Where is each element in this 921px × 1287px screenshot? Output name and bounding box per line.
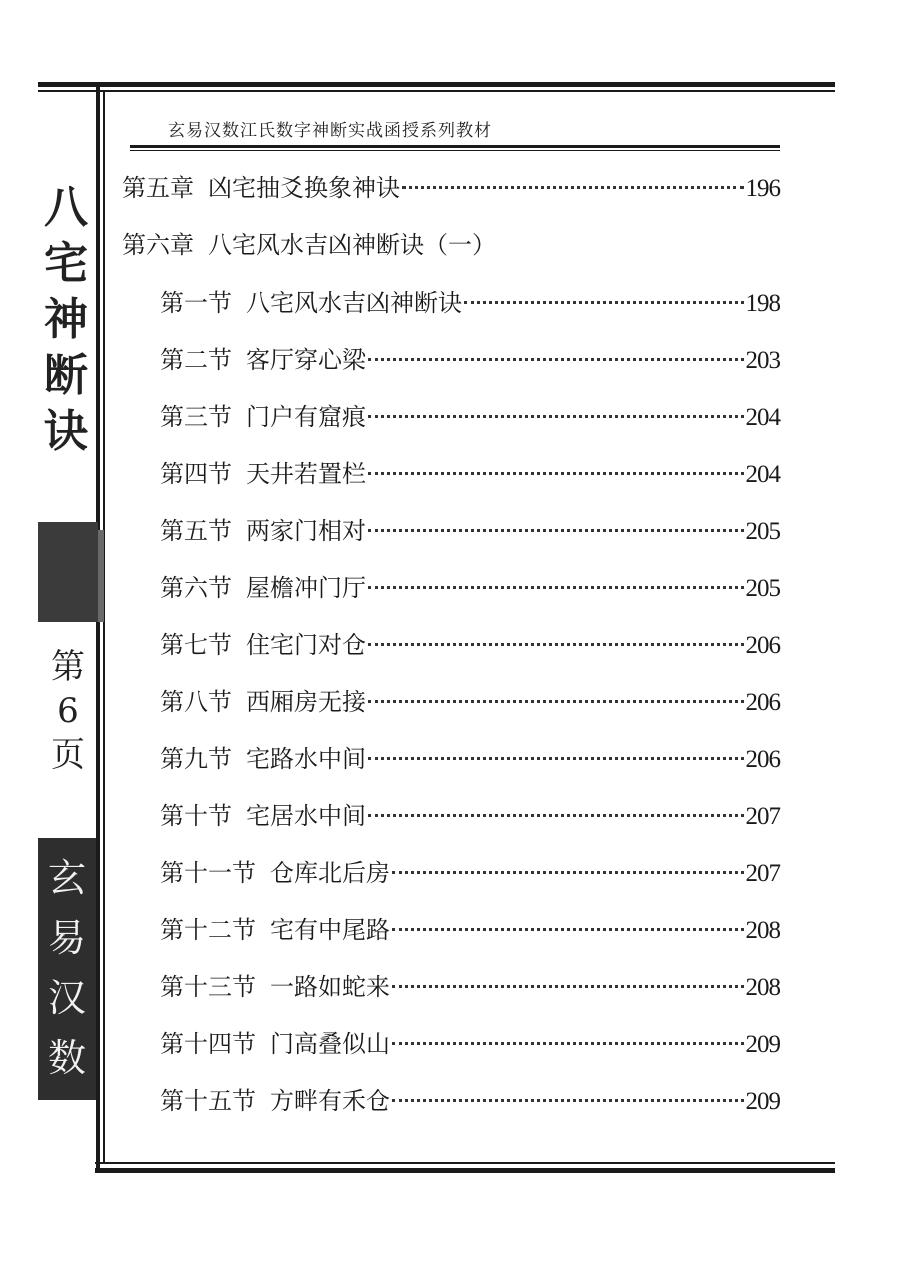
book-title-char: 诀 bbox=[44, 406, 88, 457]
dot-leader bbox=[368, 814, 744, 817]
section-number: 第五节 bbox=[160, 517, 232, 545]
section-page: 206 bbox=[745, 689, 780, 716]
dot-leader bbox=[464, 301, 744, 304]
toc-section-row[interactable] bbox=[160, 1024, 780, 1064]
section-page: 203 bbox=[745, 347, 780, 374]
section-number: 第七节 bbox=[160, 631, 232, 659]
section-number: 第十三节 bbox=[160, 973, 256, 1001]
dot-leader bbox=[368, 529, 744, 532]
brand-char: 数 bbox=[47, 1036, 86, 1080]
chapter-page: 196 bbox=[745, 175, 780, 202]
section-title: 门高叠似山 bbox=[270, 1030, 390, 1058]
book-title-char: 断 bbox=[44, 350, 88, 401]
toc-section-row[interactable] bbox=[160, 853, 780, 893]
toc-section-row[interactable] bbox=[160, 1081, 780, 1121]
section-page: 206 bbox=[745, 746, 780, 773]
section-title: 天井若置栏 bbox=[246, 460, 366, 488]
section-number: 第十五节 bbox=[160, 1087, 256, 1115]
chapter-number: 第六章 bbox=[122, 231, 194, 259]
section-page: 207 bbox=[745, 803, 780, 830]
toc-section-row[interactable] bbox=[160, 283, 780, 323]
page-label-char: 6 bbox=[57, 691, 79, 731]
toc-section-row[interactable] bbox=[160, 910, 780, 950]
book-title-char: 宅 bbox=[44, 238, 88, 289]
toc-section-row[interactable] bbox=[160, 397, 780, 437]
toc-section-row[interactable] bbox=[160, 967, 780, 1007]
section-number: 第十四节 bbox=[160, 1030, 256, 1058]
dot-leader bbox=[368, 757, 744, 760]
dot-leader bbox=[392, 928, 744, 931]
section-title: 宅路水中间 bbox=[246, 745, 366, 773]
section-title: 仓库北后房 bbox=[270, 859, 390, 887]
section-title: 西厢房无接 bbox=[246, 688, 366, 716]
dot-leader bbox=[368, 586, 744, 589]
section-page: 208 bbox=[745, 974, 780, 1001]
toc-chapter-row[interactable] bbox=[122, 225, 780, 265]
section-title: 住宅门对仓 bbox=[246, 631, 366, 659]
toc-section-row[interactable] bbox=[160, 340, 780, 380]
dot-leader bbox=[402, 186, 744, 189]
section-page: 198 bbox=[745, 290, 780, 317]
dot-leader bbox=[392, 985, 744, 988]
section-title: 两家门相对 bbox=[246, 517, 366, 545]
section-title: 客厅穿心梁 bbox=[246, 346, 366, 374]
section-title: 八宅风水吉凶神断诀 bbox=[246, 289, 462, 317]
section-number: 第十一节 bbox=[160, 859, 256, 887]
dot-leader bbox=[392, 871, 744, 874]
toc-section-row[interactable] bbox=[160, 796, 780, 836]
section-page: 208 bbox=[745, 917, 780, 944]
toc-section-row[interactable] bbox=[160, 511, 780, 551]
dot-leader bbox=[368, 415, 744, 418]
section-page: 205 bbox=[745, 518, 780, 545]
section-page: 209 bbox=[745, 1031, 780, 1058]
section-number: 第八节 bbox=[160, 688, 232, 716]
section-number: 第三节 bbox=[160, 403, 232, 431]
toc-section-row[interactable] bbox=[160, 625, 780, 665]
section-title: 宅有中尾路 bbox=[270, 916, 390, 944]
section-number: 第一节 bbox=[160, 289, 232, 317]
page-label-char: 第 bbox=[51, 647, 85, 687]
section-page: 204 bbox=[745, 461, 780, 488]
page-label-char: 页 bbox=[51, 735, 85, 775]
dot-leader bbox=[392, 1099, 744, 1102]
section-number: 第十节 bbox=[160, 802, 232, 830]
book-title-char: 神 bbox=[44, 294, 88, 345]
section-page: 204 bbox=[745, 404, 780, 431]
section-title: 门户有窟痕 bbox=[246, 403, 366, 431]
dot-leader bbox=[392, 1042, 744, 1045]
book-title-char: 八 bbox=[44, 182, 88, 233]
section-number: 第九节 bbox=[160, 745, 232, 773]
brand-char: 易 bbox=[47, 916, 86, 960]
toc-section-row[interactable] bbox=[160, 739, 780, 779]
chapter-number: 第五章 bbox=[122, 174, 194, 202]
section-number: 第六节 bbox=[160, 574, 232, 602]
chapter-title: 凶宅抽爻换象神诀 bbox=[208, 174, 400, 202]
section-number: 第十二节 bbox=[160, 916, 256, 944]
section-title: 屋檐冲门厅 bbox=[246, 574, 366, 602]
chapter-title: 八宅风水吉凶神断诀（一） bbox=[208, 231, 496, 259]
series-title: 玄易汉数江氏数字神断实战函授系列教材 bbox=[168, 121, 492, 141]
section-title: 方畔有禾仓 bbox=[270, 1087, 390, 1115]
section-page: 206 bbox=[745, 632, 780, 659]
dot-leader bbox=[368, 472, 744, 475]
section-page: 207 bbox=[745, 860, 780, 887]
brand-char: 汉 bbox=[47, 976, 86, 1020]
section-page: 205 bbox=[745, 575, 780, 602]
section-number: 第二节 bbox=[160, 346, 232, 374]
toc-chapter-row[interactable] bbox=[122, 168, 780, 208]
section-number: 第四节 bbox=[160, 460, 232, 488]
dot-leader bbox=[368, 358, 744, 361]
brand-char: 玄 bbox=[47, 856, 86, 900]
section-title: 宅居水中间 bbox=[246, 802, 366, 830]
section-page: 209 bbox=[745, 1088, 780, 1115]
toc-section-row[interactable] bbox=[160, 568, 780, 608]
dot-leader bbox=[368, 700, 744, 703]
dot-leader bbox=[368, 643, 744, 646]
toc-section-row[interactable] bbox=[160, 682, 780, 722]
section-title: 一路如蛇来 bbox=[270, 973, 390, 1001]
toc-section-row[interactable] bbox=[160, 454, 780, 494]
